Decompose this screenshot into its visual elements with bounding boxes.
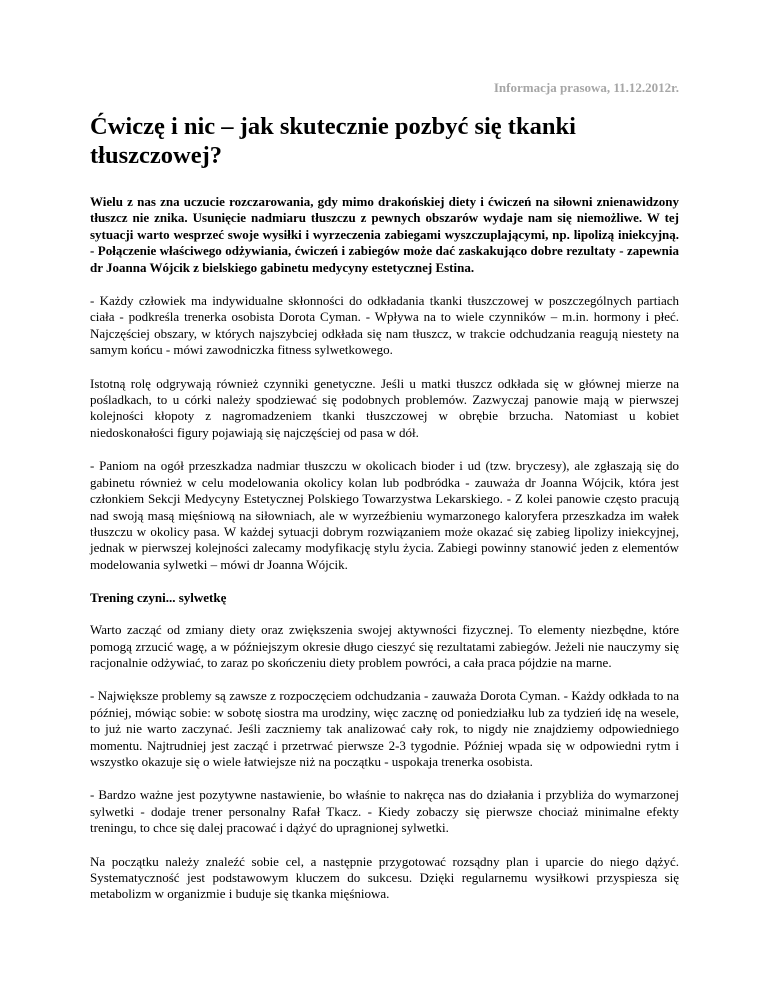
body-paragraph: Warto zacząć od zmiany diety oraz zwiększenia swojej aktywności fizycznej. To elementy niezbędne, które pomogą zrzucić wagę, a w późniejszym okresie długo cieszyć się rezultatami zabiegów. Jeżeli nie nauczymy się racjonalnie odżywiać, to zaraz po skończeniu diety problem powróci, a cała praca pójdzie na marne. bbox=[90, 622, 679, 670]
body-paragraph: - Każdy człowiek ma indywidualne skłonności do odkładania tkanki tłuszczowej w poszczególnych partiach ciała - podkreśla trenerka osobista Dorota Cyman. - Wpływa na to wiele czynników – m.in. hormony i płeć. Najczęściej obszary, w których najszybciej odkłada się nam tłuszcz, w trakcie odchudzania reagują niestety na samym końcu - mówi zawodniczka fitness sylwetkowego. bbox=[90, 293, 679, 358]
document-page bbox=[90, 80, 679, 920]
body-paragraph: Istotną rolę odgrywają również czynniki genetyczne. Jeśli u matki tłuszcz odkłada się w głównej mierze na pośladkach, to u córki należy spodziewać się podobnych problemów. Zazwyczaj panowie mają w pierwszej kolejności kłopoty z nagromadzeniem tkanki tłuszczowej w obrębie brzucha. Natomiast u kobiet niedoskonałości figury pojawiają się najczęściej od pasa w dół. bbox=[90, 375, 679, 440]
section-heading: Trening czyni... sylwetkę bbox=[90, 590, 227, 606]
body-paragraph: Na początku należy znaleźć sobie cel, a następnie przygotować rozsądny plan i uparcie do niego dążyć. Systematyczność jest podstawowym kluczem do sukcesu. Dzięki regularnemu wysiłkowi przyspiesza się metabolizm w organizmie i buduje się tkanka mięśniowa. bbox=[90, 853, 679, 902]
body-paragraph: - Bardzo ważne jest pozytywne nastawienie, bo właśnie to nakręca nas do działania i przybliża do wymarzonej sylwetki - dodaje trener personalny Rafał Tkacz. - Kiedy zobaczy się pierwsze chociaż minimalne efekty treningu, to chce się dalej pracować i dążyć do upragnionej sylwetki. bbox=[90, 787, 679, 836]
article-lead: Wielu z nas zna uczucie rozczarowania, gdy mimo drakońskiej diety i ćwiczeń na siłowni znienawidzony tłuszcz nie znika. Usunięcie nadmiaru tłuszczu z pewnych obszarów wydaje nam się niemożliwe. W tej sytuacji warto wesprzeć swoje wysiłki i wyrzeczenia zabiegami wyszczuplającymi, np. lipolizą iniekcyjną. - Połączenie właściwego odżywiania, ćwiczeń i zabiegów może dać zaskakująco dobre rezultaty - zapewnia dr Joanna Wójcik z bielskiego gabinetu medycyny estetycznej Estina. bbox=[90, 194, 679, 275]
body-paragraph: - Paniom na ogół przeszkadza nadmiar tłuszczu w okolicach bioder i ud (tzw. bryczesy), ale zgłaszają się do gabinetu również w celu modelowania okolicy kolan lub podbródka - zauważa dr Joanna Wójcik, która jest członkiem Sekcji Medycyny Estetycznej Polskiego Towarzystwa Lekarskiego. - Z kolei panowie często pracują nad swoją masą mięśniową na siłowniach, ale w wyrzeźbieniu wymarzonego kaloryfera przeszkadza im wałek tłuszczu w okolicy pasa. W każdej sytuacji dobrym rozwiązaniem może okazać się zabieg lipolizy iniekcyjnej, jednak w pierwszej kolejności zalecamy modyfikację stylu życia. Zabiegi powinny stanowić jeden z elementów modelowania sylwetki – mówi dr Joanna Wójcik. bbox=[90, 458, 679, 572]
body-paragraph: - Największe problemy są zawsze z rozpoczęciem odchudzania - zauważa Dorota Cyman. - Każdy odkłada to na później, mówiąc sobie: w sobotę siostra ma urodziny, więc zacznę od poniedziałku lub za tydzień idę na wesele, to już nie warto zaczynać. Jeśli zaczniemy tak analizować cały rok, to nigdy nie znajdziemy odpowiedniego momentu. Najtrudniej jest zacząć i przetrwać pierwsze 2-3 tygodnie. Później wpada się w odpowiedni rytm i wszystko okazuje się o wiele łatwiejsze niż na początku - uspokaja trenerka osobista. bbox=[90, 688, 679, 769]
press-release-date: Informacja prasowa, 11.12.2012r. bbox=[493, 80, 679, 95]
article-title: Ćwiczę i nic – jak skutecznie pozbyć się tkanki tłuszczowej? bbox=[90, 113, 576, 169]
